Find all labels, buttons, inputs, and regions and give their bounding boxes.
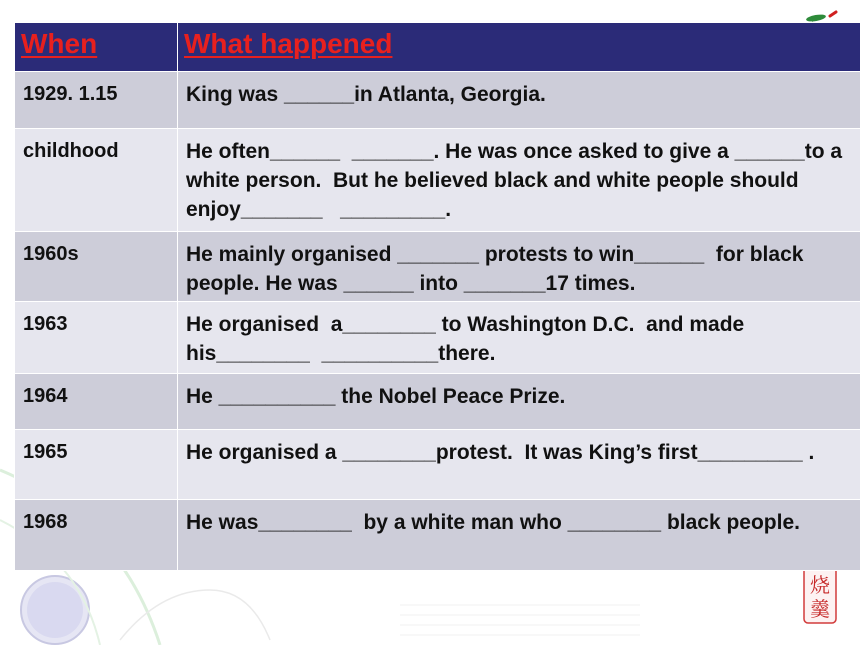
row-date: 1963: [15, 302, 178, 374]
table-row: [15, 232, 860, 302]
when-column-header: When: [15, 23, 178, 72]
row-event: He mainly organised _______ protests to win______ for black people. He was ______ into _______17 times.: [178, 232, 860, 302]
seal-stamp-icon: [803, 566, 837, 624]
row-date: childhood: [15, 129, 178, 232]
svg-text:羹: 羹: [810, 597, 830, 621]
table-row: [15, 72, 860, 129]
table-row: [15, 430, 860, 500]
row-date: 1968: [15, 500, 178, 571]
table-row: [15, 302, 860, 374]
row-event: He organised a________ to Washington D.C. and made his________ __________there.: [178, 302, 860, 374]
row-event: King was ______in Atlanta, Georgia.: [178, 72, 860, 129]
table-header-row: [15, 23, 860, 72]
what-happened-column-header: What happened: [178, 23, 860, 72]
table-row: [15, 374, 860, 430]
row-event: He __________ the Nobel Peace Prize.: [178, 374, 860, 430]
row-event: He often______ _______. He was once asked to give a ______to a white person. But he believed black and white people should enjoy_______ _________.: [178, 129, 860, 232]
row-date: 1965: [15, 430, 178, 500]
timeline-table: [14, 22, 860, 571]
row-date: 1960s: [15, 232, 178, 302]
row-date: 1929. 1.15: [15, 72, 178, 129]
table-row: [15, 500, 860, 571]
table-row: [15, 129, 860, 232]
row-event: He organised a ________protest. It was King’s first_________ .: [178, 430, 860, 500]
row-date: 1964: [15, 374, 178, 430]
svg-text:烧: 烧: [810, 573, 830, 597]
row-event: He was________ by a white man who ________ black people.: [178, 500, 860, 571]
